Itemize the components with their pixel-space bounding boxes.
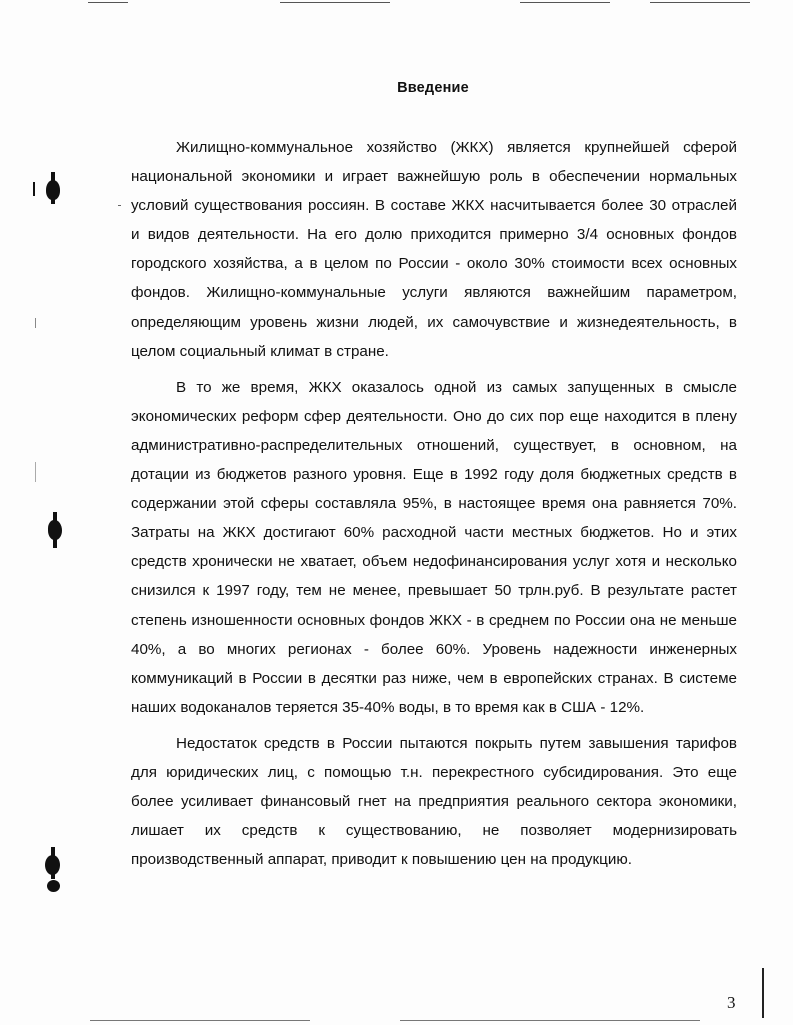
scan-artifact-bottom-1	[90, 1020, 310, 1021]
page-title: Введение	[397, 80, 469, 96]
scan-artifact-top-3	[520, 2, 610, 3]
binder-edge-tick-4	[118, 205, 121, 206]
binder-hole-mark-1-tip	[51, 172, 55, 204]
body-text	[131, 133, 737, 874]
paragraph-2: В то же время, ЖКХ оказалось одной из самых запущенных в смысле экономических реформ сфер деятельности. Оно до сих пор еще находится в плену административно-распределительных отношений, существует, в основном, на дотации из бюджетов разного уровня. Еще в 1992 году доля бюджетных средств в содержании этой сферы составляла 95%, в настоящее время она равняется 70%. Затраты на ЖКХ достигают 60% расходной части местных бюджетов. Но и этих средств хронически не хватает, объем недофинансирования услуг хотя и несколько снизился к 1997 году, тем не менее, превышает 50 трлн.руб. В результате растет степень изношенности основных фондов ЖКХ - в среднем по России она не меньше 40%, а во многих регионах - более 60%. Уровень надежности инженерных коммуникаций в России в десятки раз ниже, чем в европейских странах. В системе наших водоканалов теряется 35-40% воды, в то время как в США - 12%.	[131, 378, 737, 716]
binder-edge-tick-1	[33, 182, 35, 196]
paragraph-3: Недостаток средств в России пытаются покрыть путем завышения тарифов для юридических лиц, с помощью т.н. перекрестного субсидирования. Это еще более усиливает финансовый гнет на предприятия реального сектора экономики, лишает их средств к существованию, не позволяет модернизировать производственный аппарат, приводит к повышению цен на продукцию.	[131, 734, 737, 869]
binder-edge-tick-2	[35, 318, 36, 328]
scan-artifact-bottom-2	[400, 1020, 700, 1021]
scan-artifact-top-2	[280, 2, 390, 3]
binder-hole-mark-2-tip	[53, 512, 57, 548]
scan-artifact-top-4	[650, 2, 750, 3]
paragraph-1: Жилищно-коммунальное хозяйство (ЖКХ) является крупнейшей сферой национальной экономики и играет важнейшую роль в обеспечении нормальных условий существования россиян. В составе ЖКХ насчитывается более 30 отраслей и видов деятельности. На его долю приходится примерно 3/4 основных фондов городского хозяйства, а в целом по России - около 30% стоимости всех основных фондов. Жилищно-коммунальные услуги являются важнейшим параметром, определяющим уровень жизни людей, их самочувствие и жизнедеятельность, в целом социальный климат в стране.	[131, 139, 737, 360]
page-number: 3	[727, 993, 736, 1012]
binder-hole-mark-3-tip	[51, 847, 55, 879]
binder-edge-tick-3	[35, 462, 36, 482]
scan-artifact-top-1	[88, 2, 128, 3]
binder-hole-mark-4	[47, 880, 60, 892]
right-margin-rule	[762, 968, 764, 1018]
